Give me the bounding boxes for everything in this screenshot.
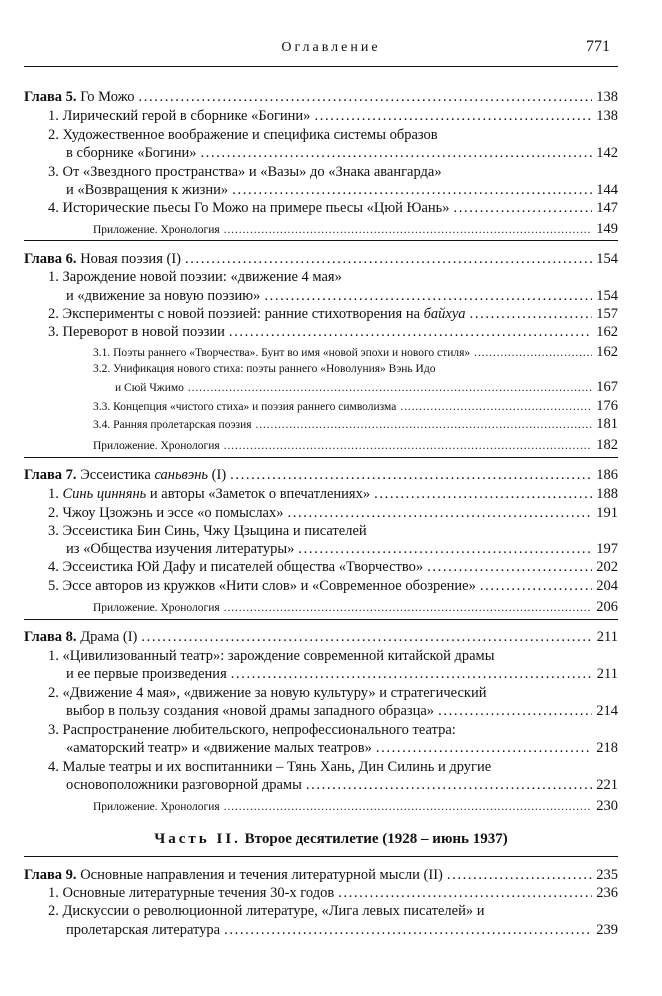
entry-title-italic: Синь циннянь xyxy=(62,486,147,502)
toc-entry-line: 3. Эссеистика Бин Синь, Чжу Цзыцина и писателей xyxy=(48,523,367,539)
toc-entry[interactable] xyxy=(66,776,618,794)
page-ref: 230 xyxy=(596,798,618,814)
chapter-label: Глава 9. xyxy=(24,867,77,883)
entry-title: Приложение. Хронология xyxy=(93,602,220,614)
header-rule xyxy=(24,66,618,67)
page-ref: 149 xyxy=(596,221,618,237)
toc-entry[interactable] xyxy=(48,558,618,576)
entry-title: пролетарская литература xyxy=(66,922,221,938)
leader-dots xyxy=(230,466,592,484)
leader-dots xyxy=(231,665,593,683)
toc-entry-line: 2. «Движение 4 мая», «движение за новую культуру» и стратегический xyxy=(48,685,487,701)
part-title: Второе десятилетие (1928 – июнь 1937) xyxy=(244,831,508,847)
entry-title: 3. Переворот в новой поэзии xyxy=(48,324,225,340)
toc-subentry-line: 3.2. Унификация нового стиха: поэты раннего «Новолуния» Вэнь Идо xyxy=(93,363,436,375)
entry-title: 2. Эксперименты с новой поэзией: ранние стихотворения на xyxy=(48,306,424,322)
page-ref: 142 xyxy=(596,145,618,161)
page-ref: 214 xyxy=(596,703,618,719)
leader-dots xyxy=(314,107,592,125)
leader-dots xyxy=(288,504,593,522)
toc-appendix[interactable] xyxy=(93,220,618,239)
page-ref: 154 xyxy=(596,251,618,267)
page-ref: 211 xyxy=(596,666,618,682)
entry-title: и авторы «Заметок о впечатлениях» xyxy=(146,486,371,502)
section-divider xyxy=(24,457,618,458)
page-ref: 191 xyxy=(596,505,618,521)
leader-dots xyxy=(338,884,592,902)
toc-entry[interactable] xyxy=(48,199,618,217)
entry-title: и Сюй Чжимо xyxy=(115,382,184,394)
part-label: Часть II. xyxy=(154,831,241,847)
leader-dots xyxy=(427,558,592,576)
leader-dots xyxy=(188,379,592,397)
toc-entry[interactable] xyxy=(48,504,618,522)
page-ref: 138 xyxy=(596,89,618,105)
leader-dots xyxy=(224,921,592,939)
page-ref: 221 xyxy=(596,777,618,793)
page-ref: 157 xyxy=(596,306,618,322)
page-ref: 154 xyxy=(596,288,618,304)
entry-title: 4. Эссеистика Юй Дафу и писателей общества «Творчество» xyxy=(48,559,424,575)
leader-dots xyxy=(264,287,592,305)
leader-dots xyxy=(374,485,592,503)
entry-title: и «Возвращения к жизни» xyxy=(66,182,229,198)
page-ref: 176 xyxy=(596,398,618,414)
toc-entry[interactable] xyxy=(66,144,618,162)
toc-subentry[interactable] xyxy=(93,397,618,416)
section-divider xyxy=(24,856,618,857)
entry-title: 1. Основные литературные течения 30-х годов xyxy=(48,885,335,901)
page-ref: 167 xyxy=(596,379,618,395)
entry-title: 1. Лирический герой в сборнике «Богини» xyxy=(48,108,311,124)
toc-entry[interactable] xyxy=(48,305,618,323)
page-ref: 202 xyxy=(596,559,618,575)
entry-title: из «Общества изучения литературы» xyxy=(66,541,295,557)
page-ref: 144 xyxy=(596,182,618,198)
toc-entry[interactable] xyxy=(66,702,618,720)
entry-title: в сборнике «Богини» xyxy=(66,145,197,161)
toc-appendix[interactable] xyxy=(93,598,618,617)
toc-entry-line: 1. «Цивилизованный театр»: зарождение современной китайской драмы xyxy=(48,648,495,664)
entry-title: и «движение за новую поэзию» xyxy=(66,288,261,304)
page-ref: 218 xyxy=(596,740,618,756)
page-ref: 147 xyxy=(596,200,618,216)
toc-entry[interactable] xyxy=(66,739,618,757)
page-ref: 186 xyxy=(596,467,618,483)
section-divider xyxy=(24,240,618,241)
toc-entry-line: 3. Распространение любительского, непрофессионального театра: xyxy=(48,722,456,738)
leader-dots xyxy=(438,702,592,720)
chapter-label: Глава 7. xyxy=(24,467,77,483)
leader-dots xyxy=(201,144,593,162)
chapter-label: Глава 5. xyxy=(24,89,77,105)
entry-title: 3.1. Поэты раннего «Творчества». Бунт во имя «новой эпохи и нового стиля» xyxy=(93,347,471,359)
part-heading xyxy=(0,831,662,848)
entry-number: 1. xyxy=(48,486,63,502)
leader-dots xyxy=(141,628,592,646)
page-ref: 181 xyxy=(596,416,618,432)
leader-dots xyxy=(400,398,592,416)
chapter-label: Глава 6. xyxy=(24,251,77,267)
running-header-title: Оглавление xyxy=(281,40,381,55)
toc-entry-line: 2. Художественное воображение и специфика системы образов xyxy=(48,127,438,143)
chapter-title: Эссеистика xyxy=(80,467,155,483)
chapter-title: Го Можо xyxy=(80,89,135,105)
leader-dots xyxy=(376,739,592,757)
toc-entry[interactable] xyxy=(66,665,618,683)
page-ref: 239 xyxy=(596,922,618,938)
page-ref: 188 xyxy=(596,486,618,502)
page-ref: 138 xyxy=(596,108,618,124)
toc-chapter-6[interactable] xyxy=(24,250,618,268)
entry-title: 2. Чжоу Цзожэнь и эссе «о помыслах» xyxy=(48,505,284,521)
page-ref: 162 xyxy=(596,324,618,340)
toc-subentry[interactable] xyxy=(115,378,618,397)
toc-entry-line: 1. Зарождение новой поэзии: «движение 4 мая» xyxy=(48,269,342,285)
page-ref: 162 xyxy=(596,344,618,360)
toc-entry[interactable] xyxy=(66,181,618,199)
leader-dots xyxy=(232,181,592,199)
page-ref: 182 xyxy=(596,437,618,453)
entry-title: Приложение. Хронология xyxy=(93,224,220,236)
entry-title: «аматорский театр» и «движение малых театров» xyxy=(66,740,372,756)
chapter-title: Новая поэзия (I) xyxy=(80,251,181,267)
toc-entry-line: 3. От «Звездного пространства» и «Вазы» до «Знака авангарда» xyxy=(48,164,442,180)
entry-title: 3.3. Концепция «чистого стиха» и поэзия раннего символизма xyxy=(93,401,397,413)
leader-dots xyxy=(298,540,592,558)
page-ref: 197 xyxy=(596,541,618,557)
leader-dots xyxy=(224,437,593,455)
toc-chapter-9[interactable] xyxy=(24,866,618,884)
page-ref: 206 xyxy=(596,599,618,615)
leader-dots xyxy=(185,250,592,268)
leader-dots xyxy=(470,305,593,323)
toc-entry[interactable] xyxy=(48,323,618,341)
entry-title: основоположники разговорной драмы xyxy=(66,777,302,793)
toc-chapter-5[interactable] xyxy=(24,88,618,106)
toc-chapter-7[interactable] xyxy=(24,466,618,484)
chapter-title: Основные направления и течения литературной мысли (II) xyxy=(80,867,443,883)
chapter-title: Драма (I) xyxy=(80,629,138,645)
toc-entry-line: 4. Малые театры и их воспитанники – Тянь Хань, Дин Силинь и другие xyxy=(48,759,492,775)
entry-title: 5. Эссе авторов из кружков «Нити слов» и «Современное обозрение» xyxy=(48,578,476,594)
toc-entry[interactable] xyxy=(66,540,618,558)
leader-dots xyxy=(306,776,592,794)
leader-dots xyxy=(480,577,592,595)
entry-title: 4. Исторические пьесы Го Можо на примере пьесы «Цюй Юань» xyxy=(48,200,450,216)
toc-entry[interactable] xyxy=(48,485,618,503)
leader-dots xyxy=(224,798,593,816)
toc-entry[interactable] xyxy=(48,107,618,125)
leader-dots xyxy=(224,599,593,617)
page-number: 771 xyxy=(586,38,610,55)
chapter-label: Глава 8. xyxy=(24,629,77,645)
section-divider xyxy=(24,619,618,620)
leader-dots xyxy=(229,323,592,341)
leader-dots xyxy=(256,416,593,434)
page-ref: 211 xyxy=(596,629,618,645)
entry-title: 3.4. Ранняя пролетарская поэзия xyxy=(93,419,252,431)
toc-entry[interactable] xyxy=(66,921,618,939)
entry-title: выбор в пользу создания «новой драмы западного образца» xyxy=(66,703,435,719)
chapter-title-suffix: (I) xyxy=(208,467,227,483)
leader-dots xyxy=(224,221,593,239)
toc-entry[interactable] xyxy=(48,577,618,595)
entry-title: Приложение. Хронология xyxy=(93,801,220,813)
page-ref: 204 xyxy=(596,578,618,594)
chapter-title-italic: саньвэнь xyxy=(154,467,209,483)
toc-entry-line: 2. Дискуссии о революционной литературе, «Лига левых писателей» и xyxy=(48,903,485,919)
toc-entry[interactable] xyxy=(48,884,618,902)
page-ref: 235 xyxy=(596,867,618,883)
toc-chapter-8[interactable] xyxy=(24,628,618,646)
toc-subentry[interactable] xyxy=(93,415,618,434)
entry-title: Приложение. Хронология xyxy=(93,440,220,452)
leader-dots xyxy=(474,344,592,362)
leader-dots xyxy=(139,88,593,106)
toc-entry[interactable] xyxy=(66,287,618,305)
leader-dots xyxy=(447,866,592,884)
page-ref: 236 xyxy=(596,885,618,901)
entry-title-italic: байхуа xyxy=(423,306,466,322)
entry-title: и ее первые произведения xyxy=(66,666,227,682)
leader-dots xyxy=(454,199,593,217)
toc-appendix[interactable] xyxy=(93,797,618,816)
toc-appendix[interactable] xyxy=(93,436,618,455)
